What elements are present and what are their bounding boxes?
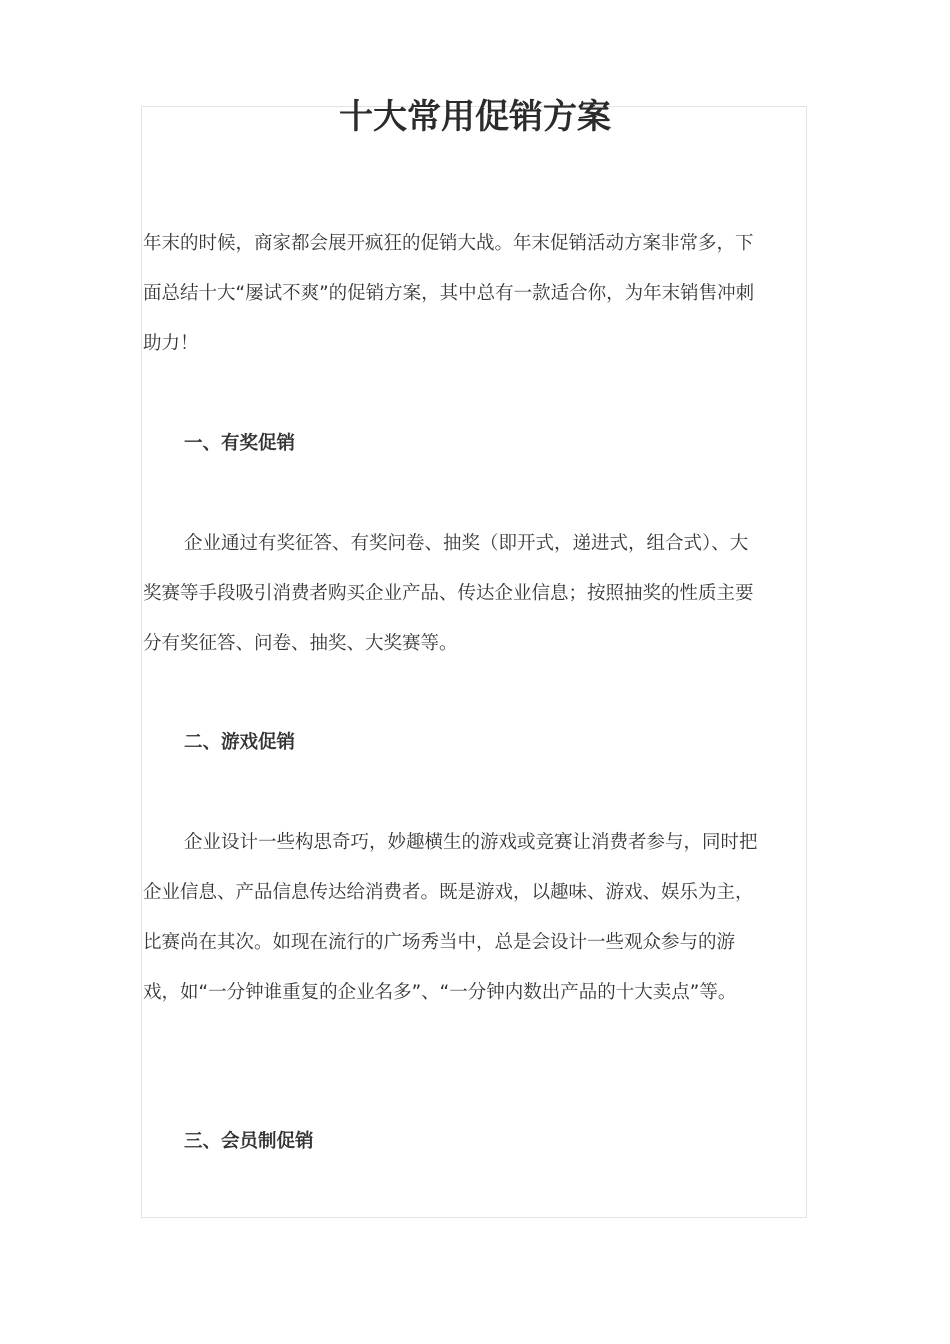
section-heading-prize-promotion: 一、有奖促销 [184,433,296,454]
section-body-game-promotion: 企业设计一些构思奇巧，妙趣横生的游戏或竞赛让消费者参与，同时把企业信息、产品信息传达给消费者。既是游戏，以趣味、游戏、娱乐为主，比赛尚在其次。如现在流行的广场秀当中，总是会设计一些观众参与的游戏，如“一分钟谁重复的企业名多”、“一分钟内数出产品的十大卖点”等。 [143,832,758,1003]
section-heading-membership-promotion: 三、会员制促销 [184,1131,314,1152]
section-heading-game-promotion: 二、游戏促销 [184,732,296,753]
intro-paragraph: 年末的时候，商家都会展开疯狂的促销大战。年末促销活动方案非常多，下面总结十大“屡试不爽”的促销方案，其中总有一款适合你，为年末销售冲刺助力！ [143,233,755,354]
document-title: 十大常用促销方案 [339,97,611,137]
section-body-prize-promotion: 企业通过有奖征答、有奖问卷、抽奖（即开式，递进式，组合式）、大奖赛等手段吸引消费者购买企业产品、传达企业信息；按照抽奖的性质主要分有奖征答、问卷、抽奖、大奖赛等。 [143,533,754,654]
